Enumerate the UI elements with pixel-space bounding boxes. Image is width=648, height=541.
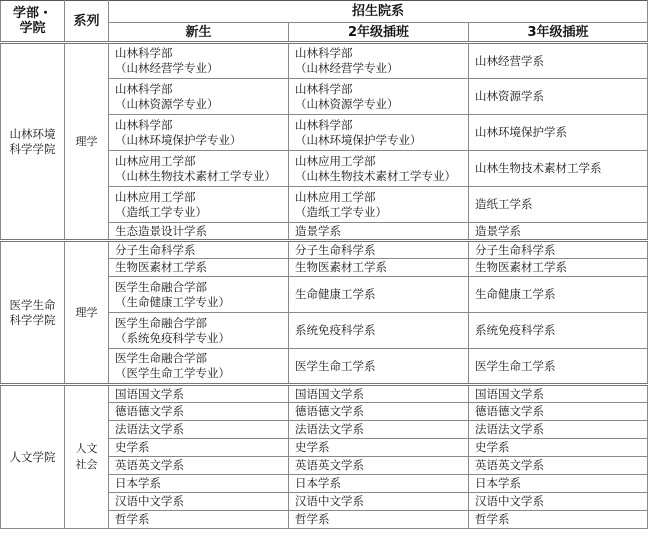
- year3-cell: 生物医素材工学系: [469, 259, 648, 277]
- series-cell: 理学: [65, 43, 109, 241]
- new-student-cell: 日本学系: [109, 475, 289, 493]
- new-student-cell: 英语英文学系: [109, 457, 289, 475]
- new-student-cell: 山林应用工学部 （山林生物技术素材工学专业）: [109, 151, 289, 187]
- new-student-cell: 山林科学部 （山林环境保护学专业）: [109, 115, 289, 151]
- year2-cell: 史学系: [289, 439, 469, 457]
- college-header: 学部・ 学院: [1, 1, 65, 43]
- new-student-cell: 医学生命融合学部 （生命健康工学专业）: [109, 277, 289, 313]
- year2-cell: 山林应用工学部 （造纸工学专业）: [289, 187, 469, 223]
- year3-cell: 山林资源学系: [469, 79, 648, 115]
- new-student-cell: 国语国文学系: [109, 385, 289, 403]
- year3-cell: 德语德文学系: [469, 403, 648, 421]
- year3-cell: 生命健康工学系: [469, 277, 648, 313]
- college-cell: 山林环境 科学学院: [1, 43, 65, 241]
- year3-cell: 分子生命科学系: [469, 241, 648, 259]
- year2-transfer-header: 2年级插班: [289, 23, 469, 43]
- year3-cell: 医学生命工学系: [469, 349, 648, 385]
- year2-cell: 国语国文学系: [289, 385, 469, 403]
- year2-cell: 汉语中文学系: [289, 493, 469, 511]
- year3-cell: 法语法文学系: [469, 421, 648, 439]
- new-student-cell: 医学生命融合学部 （系统免疫科学专业）: [109, 313, 289, 349]
- year3-cell: 山林生物技术素材工学系: [469, 151, 648, 187]
- year3-cell: 哲学系: [469, 511, 648, 529]
- year2-cell: 系统免疫科学系: [289, 313, 469, 349]
- college-cell: 人文学院: [1, 385, 65, 529]
- series-header: 系列: [65, 1, 109, 43]
- year3-cell: 造景学系: [469, 223, 648, 241]
- year2-cell: 山林科学部 （山林环境保护学专业）: [289, 115, 469, 151]
- table-row: [1, 241, 648, 259]
- college-cell: 医学生命 科学学院: [1, 241, 65, 385]
- year3-cell: 造纸工学系: [469, 187, 648, 223]
- new-student-cell: 山林科学部 （山林资源学专业）: [109, 79, 289, 115]
- series-cell: 人文 社会: [65, 385, 109, 529]
- year2-cell: 造景学系: [289, 223, 469, 241]
- admission-depts-header: 招生院系: [109, 1, 648, 23]
- table-row: [1, 43, 648, 79]
- new-student-cell: 法语法文学系: [109, 421, 289, 439]
- year3-cell: 系统免疫科学系: [469, 313, 648, 349]
- new-student-cell: 德语德文学系: [109, 403, 289, 421]
- year2-cell: 山林应用工学部 （山林生物技术素材工学专业）: [289, 151, 469, 187]
- new-student-header: 新生: [109, 23, 289, 43]
- table-row: [1, 385, 648, 403]
- new-student-cell: 生物医素材工学系: [109, 259, 289, 277]
- header-row-1: [1, 1, 648, 23]
- new-student-cell: 哲学系: [109, 511, 289, 529]
- year3-cell: 英语英文学系: [469, 457, 648, 475]
- new-student-cell: 医学生命融合学部 （医学生命工学专业）: [109, 349, 289, 385]
- new-student-cell: 史学系: [109, 439, 289, 457]
- new-student-cell: 山林应用工学部 （造纸工学专业）: [109, 187, 289, 223]
- year3-cell: 山林经营学系: [469, 43, 648, 79]
- year3-cell: 日本学系: [469, 475, 648, 493]
- year3-transfer-header: 3年级插班: [469, 23, 648, 43]
- year2-cell: 日本学系: [289, 475, 469, 493]
- year2-cell: 生物医素材工学系: [289, 259, 469, 277]
- year2-cell: 法语法文学系: [289, 421, 469, 439]
- year2-cell: 分子生命科学系: [289, 241, 469, 259]
- new-student-cell: 生态造景设计学系: [109, 223, 289, 241]
- year2-cell: 山林科学部 （山林资源学专业）: [289, 79, 469, 115]
- year3-cell: 山林环境保护学系: [469, 115, 648, 151]
- year2-cell: 医学生命工学系: [289, 349, 469, 385]
- year3-cell: 史学系: [469, 439, 648, 457]
- year2-cell: 哲学系: [289, 511, 469, 529]
- year2-cell: 德语德文学系: [289, 403, 469, 421]
- year2-cell: 英语英文学系: [289, 457, 469, 475]
- year2-cell: 山林科学部 （山林经营学专业）: [289, 43, 469, 79]
- new-student-cell: 山林科学部 （山林经营学专业）: [109, 43, 289, 79]
- year2-cell: 生命健康工学系: [289, 277, 469, 313]
- year3-cell: 国语国文学系: [469, 385, 648, 403]
- year3-cell: 汉语中文学系: [469, 493, 648, 511]
- series-cell: 理学: [65, 241, 109, 385]
- new-student-cell: 汉语中文学系: [109, 493, 289, 511]
- new-student-cell: 分子生命科学系: [109, 241, 289, 259]
